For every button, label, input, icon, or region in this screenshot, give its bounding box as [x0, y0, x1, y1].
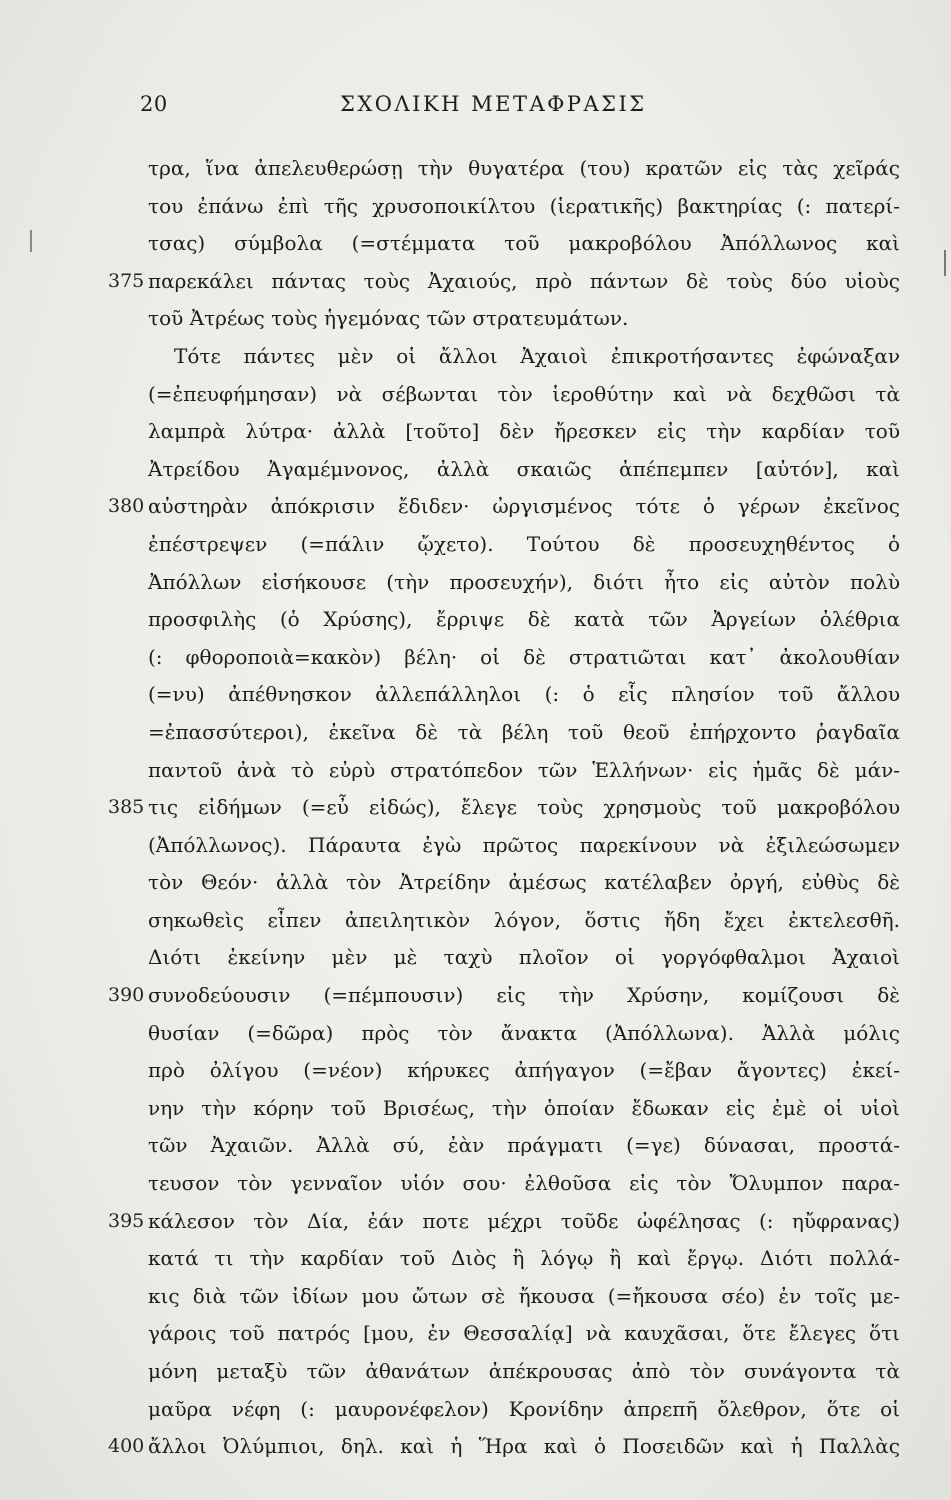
line-text: γάροις τοῦ πατρός [μου, ἐν Θεσσαλίᾳ] νὰ καυχᾶσαι, ὅτε ἔλεγες ὅτι	[148, 1321, 900, 1346]
line-text: κατά τι τὴν καρδίαν τοῦ Διὸς ἢ λόγῳ ἢ καὶ ἔργῳ. Διότι πολλά-	[148, 1246, 900, 1271]
line-text: ἐπέστρεψεν (=πάλιν ᾤχετο). Τούτου δὲ προσευχηθέντος ὁ	[148, 531, 900, 556]
line-text: Ἀτρείδου Ἀγαμέμνονος, ἀλλὰ σκαιῶς ἀπέπεμπεν [αὐτόν], καὶ	[148, 456, 900, 481]
text-line	[108, 601, 898, 639]
line-text: τῶν Ἀχαιῶν. Ἀλλὰ σύ, ἐὰν πράγματι (=γε) δύνασαι, προστά-	[148, 1133, 900, 1158]
text-line	[108, 1203, 898, 1241]
text-line	[108, 1315, 898, 1353]
text-line	[108, 676, 898, 714]
line-text: προσφιλὴς (ὁ Χρύσης), ἔρριψε δὲ κατὰ τῶν Ἀργείων ὀλέθρια	[148, 607, 900, 632]
text-line	[108, 263, 898, 301]
line-text: παρεκάλει πάντας τοὺς Ἀχαιούς, πρὸ πάντων δὲ τοὺς δύο υἱοὺς	[148, 268, 900, 293]
text-line	[108, 564, 898, 602]
text-line	[108, 300, 898, 338]
line-text: =ἐπασσύτεροι), ἐκεῖνα δὲ τὰ βέλη τοῦ θεοῦ ἐπήρχοντο ῥαγδαῖα	[148, 719, 900, 744]
line-text: λαμπρὰ λύτρα· ἀλλὰ [τοῦτο] δὲν ἤρεσκεν εἰς τὴν καρδίαν τοῦ	[148, 419, 900, 444]
line-text: θυσίαν (=δῶρα) πρὸς τὸν ἄνακτα (Ἀπόλλωνα). Ἀλλὰ μόλις	[148, 1020, 900, 1045]
page-header	[140, 92, 880, 132]
verse-line-number: 380	[108, 495, 145, 518]
line-text: Ἀπόλλων εἰσήκουσε (τὴν προσευχήν), διότι ἦτο εἰς αὐτὸν πολὺ	[148, 569, 900, 594]
line-text: παντοῦ ἀνὰ τὸ εὐρὺ στρατόπεδον τῶν Ἑλλήνων· εἰς ἡμᾶς δὲ μάν-	[148, 757, 900, 782]
line-text: τις εἰδήμων (=εὖ εἰδώς), ἔλεγε τοὺς χρησμοὺς τοῦ μακροβόλου	[148, 795, 900, 820]
line-text: τοῦ Ἀτρέως τοὺς ἡγεμόνας τῶν στρατευμάτων.	[148, 306, 629, 331]
line-text: σηκωθεὶς εἶπεν ἀπειλητικὸν λόγον, ὅστις ἤδη ἔχει ἐκτελεσθῆ.	[148, 907, 900, 932]
line-text: τευσον τὸν γενναῖον υἱόν σου· ἐλθοῦσα εἰς τὸν Ὄλυμπον παρα-	[148, 1171, 900, 1196]
text-line	[108, 526, 898, 564]
text-line	[108, 789, 898, 827]
verse-line-number: 385	[108, 796, 145, 819]
text-line	[108, 451, 898, 489]
text-line	[108, 225, 898, 263]
line-text: ἄλλοι Ὀλύμπιοι, δηλ. καὶ ἡ Ἥρα καὶ ὁ Ποσειδῶν καὶ ἡ Παλλὰς	[148, 1434, 900, 1459]
text-line	[108, 939, 898, 977]
text-line	[108, 488, 898, 526]
text-line	[108, 150, 898, 188]
margin-mark	[30, 230, 32, 252]
line-text: συνοδεύουσιν (=πέμπουσιν) εἰς τὴν Χρύσην, κομίζουσι δὲ	[148, 983, 900, 1008]
verse-line-number: 400	[108, 1435, 145, 1458]
text-line	[108, 714, 898, 752]
line-text: νην τὴν κόρην τοῦ Βρισέως, τὴν ὁποίαν ἔδωκαν εἰς ἐμὲ οἱ υἱοὶ	[148, 1095, 900, 1120]
line-text: τρα, ἵνα ἀπελευθερώσῃ τὴν θυγατέρα (του) κρατῶν εἰς τὰς χεῖράς	[148, 156, 900, 180]
running-head: ΣΧΟΛΙΚΗ ΜΕΤΑΦΡΑΣΙΣ	[340, 92, 647, 116]
text-line	[108, 977, 898, 1015]
line-text: μαῦρα νέφη (: μαυρονέφελον) Κρονίδην ἀπρεπῆ ὄλεθρον, ὅτε οἱ	[148, 1396, 900, 1421]
text-line	[108, 376, 898, 414]
text-line	[108, 338, 898, 376]
text-line	[108, 188, 898, 226]
line-text: αὐστηρὰν ἀπόκρισιν ἔδιδεν· ὠργισμένος τότε ὁ γέρων ἐκεῖνος	[148, 494, 900, 519]
text-line	[108, 1015, 898, 1053]
text-line	[108, 827, 898, 865]
verse-line-number: 390	[108, 984, 145, 1007]
line-text: (Ἀπόλλωνος). Πάραυτα ἐγὼ πρῶτος παρεκίνουν νὰ ἐξιλεώσωμεν	[148, 832, 900, 857]
text-line	[108, 1090, 898, 1128]
text-line	[108, 1428, 898, 1466]
line-text: τὸν Θεόν· ἀλλὰ τὸν Ἀτρείδην ἀμέσως κατέλαβεν ὀργή, εὐθὺς δὲ	[148, 870, 900, 895]
line-text: κις διὰ τῶν ἰδίων μου ὤτων σὲ ἤκουσα (=ἤκουσα σέο) ἐν τοῖς με-	[148, 1283, 900, 1308]
line-text: του ἐπάνω ἐπὶ τῆς χρυσοποικίλτου (ἱερατικῆς) βακτηρίας (: πατερί-	[148, 193, 900, 218]
line-text: (: φθοροποιὰ=κακὸν) βέλη· οἱ δὲ στρατιῶται κατ᾽ ἀκολουθίαν	[148, 644, 900, 669]
text-line	[108, 413, 898, 451]
line-text: κάλεσον τὸν Δία, ἐάν ποτε μέχρι τοῦδε ὠφέλησας (: ηὔφρανας)	[148, 1208, 900, 1233]
text-line	[108, 864, 898, 902]
body-text	[108, 150, 898, 1466]
text-line	[108, 752, 898, 790]
text-line	[108, 1353, 898, 1391]
line-text: τσας) σύμβολα (=στέμματα τοῦ μακροβόλου Ἀπόλλωνος καὶ	[148, 231, 900, 256]
line-text: (=νυ) ἀπέθνησκον ἀλλεπάλληλοι (: ὁ εἷς πλησίον τοῦ ἄλλου	[148, 682, 900, 707]
margin-mark-right	[944, 250, 946, 276]
text-line	[108, 639, 898, 677]
line-text: Τότε πάντες μὲν οἱ ἄλλοι Ἀχαιοὶ ἐπικροτήσαντες ἐφώναξαν	[174, 343, 900, 368]
line-text: Διότι ἐκείνην μὲν μὲ ταχὺ πλοῖον οἱ γοργόφθαλμοι Ἀχαιοὶ	[148, 945, 900, 970]
text-line	[108, 1391, 898, 1429]
verse-line-number: 375	[108, 269, 145, 292]
verse-line-number: 395	[108, 1209, 145, 1232]
text-line	[108, 902, 898, 940]
page-number: 20	[140, 92, 168, 116]
text-line	[108, 1165, 898, 1203]
text-line	[108, 1127, 898, 1165]
line-text: πρὸ ὀλίγου (=νέον) κήρυκες ἀπήγαγον (=ἔβαν ἄγοντες) ἐκεί-	[148, 1058, 900, 1083]
text-line	[108, 1052, 898, 1090]
text-line	[108, 1278, 898, 1316]
text-line	[108, 1240, 898, 1278]
line-text: μόνη μεταξὺ τῶν ἀθανάτων ἀπέκρουσας ἀπὸ τὸν συνάγοντα τὰ	[148, 1359, 900, 1383]
line-text: (=ἐπευφήμησαν) νὰ σέβωνται τὸν ἱεροθύτην καὶ νὰ δεχθῶσι τὰ	[148, 381, 900, 406]
